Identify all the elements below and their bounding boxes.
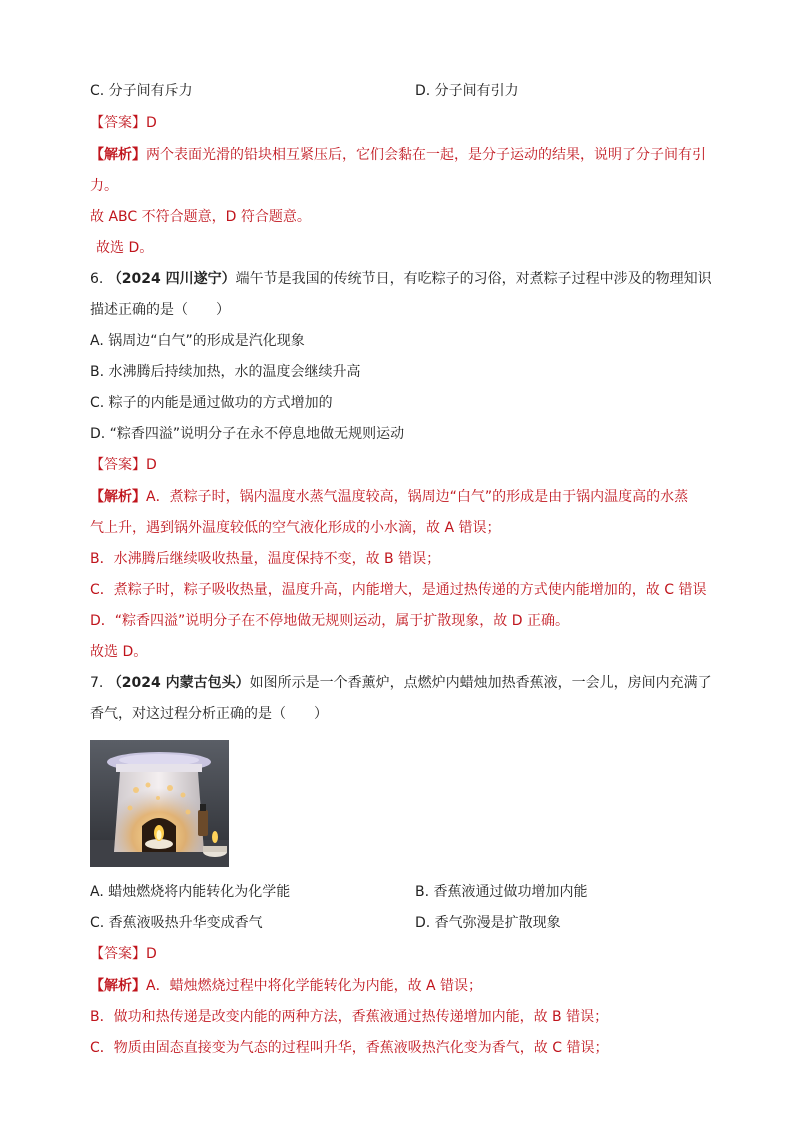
q7-answer: 【答案】D — [90, 946, 157, 962]
q6-option-d: D. “粽香四溢”说明分子在永不停息地做无规则运动 — [90, 426, 405, 442]
q7-option-d: D. 香气弥漫是扩散现象 — [415, 915, 561, 931]
q5-analysis-line-1 — [90, 145, 706, 165]
q6-stem-text-1: 端午节是我国的传统节日，有吃粽子的习俗，对煮粽子过程中涉及的物理知识 — [235, 271, 712, 287]
q5-analysis-text-1: 两个表面光滑的铅块相互紧压后，它们会黏在一起，是分子运动的结果，说明了分子间有引 — [146, 147, 706, 163]
q6-final: 故选 D。 — [90, 644, 148, 660]
q6-number: 6. — [90, 271, 104, 287]
q5-option-c: C. 分子间有斥力 — [90, 83, 193, 99]
q7-option-a: A. 蜡烛燃烧将内能转化为化学能 — [90, 884, 291, 900]
q6-analysis-a-1: A．煮粽子时，锅内温度水蒸气温度较高，锅周边“白气”的形成是由于锅内温度高的水蒸 — [146, 489, 689, 505]
aroma-burner-photo — [90, 740, 229, 867]
q6-answer: 【答案】D — [90, 457, 157, 473]
q7-stem-line-2: 香气，对这过程分析正确的是（ ） — [90, 706, 328, 722]
q7-analysis-b: B．做功和热传递是改变内能的两种方法，香蕉液通过热传递增加内能，故 B 错误； — [90, 1009, 609, 1025]
q6-analysis-d: D．“粽香四溢”说明分子在不停地做无规则运动，属于扩散现象，故 D 正确。 — [90, 613, 569, 629]
q6-option-a: A. 锅周边“白气”的形成是汽化现象 — [90, 333, 305, 349]
q6-stem-line-2: 描述正确的是（ ） — [90, 302, 230, 318]
q7-number: 7. — [90, 675, 104, 691]
q5-answer: 【答案】D — [90, 115, 157, 131]
aroma-burner-illustration — [90, 740, 229, 867]
q5-options-row — [90, 81, 193, 101]
q6-analysis-a-2: 气上升，遇到锅外温度较低的空气液化形成的小水滴，故 A 错误； — [90, 520, 501, 536]
q5-final: 故选 D。 — [96, 240, 154, 256]
q7-analysis-tag: 【解析】 — [90, 978, 146, 994]
q6-source: （2024 四川遂宁） — [107, 271, 236, 287]
q7-option-c: C. 香蕉液吸热升华变成香气 — [90, 915, 263, 931]
q6-analysis-c: C．煮粽子时，粽子吸收热量，温度升高，内能增大，是通过热传递的方式使内能增加的，故 C 错误 — [90, 582, 707, 598]
q6-stem-line-1 — [90, 269, 712, 289]
q7-stem-line-1 — [90, 673, 712, 693]
q7-source: （2024 内蒙古包头） — [107, 675, 250, 691]
q5-analysis-line-2: 力。 — [90, 178, 118, 194]
q7-analysis-line-1 — [90, 976, 482, 996]
q7-analysis-a: A．蜡烛燃烧过程中将化学能转化为内能，故 A 错误； — [146, 978, 483, 994]
q7-option-b: B. 香蕉液通过做功增加内能 — [415, 884, 588, 900]
q5-option-d: D. 分子间有引力 — [415, 83, 519, 99]
q6-analysis-b: B．水沸腾后继续吸收热量，温度保持不变，故 B 错误； — [90, 551, 441, 567]
q6-analysis-tag: 【解析】 — [90, 489, 146, 505]
q6-option-b: B. 水沸腾后持续加热，水的温度会继续升高 — [90, 364, 361, 380]
q5-conclusion: 故 ABC 不符合题意，D 符合题意。 — [90, 209, 311, 225]
q6-analysis-line-1 — [90, 487, 688, 507]
q6-option-c: C. 粽子的内能是通过做功的方式增加的 — [90, 395, 333, 411]
q7-analysis-c: C．物质由固态直接变为气态的过程叫升华，香蕉液吸热汽化变为香气，故 C 错误； — [90, 1040, 609, 1056]
q7-stem-text-1: 如图所示是一个香薰炉，点燃炉内蜡烛加热香蕉液，一会儿，房间内充满了 — [249, 675, 712, 691]
q5-analysis-tag: 【解析】 — [90, 147, 146, 163]
